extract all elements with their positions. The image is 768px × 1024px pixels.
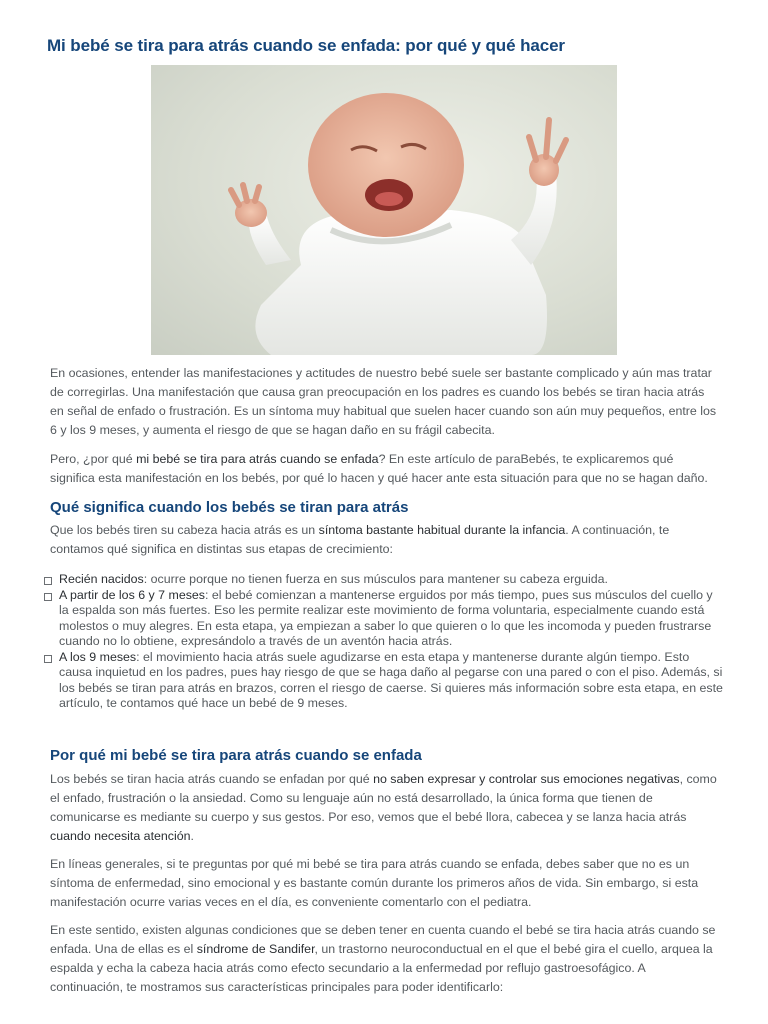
general-paragraph: En líneas generales, si te preguntas por qué mi bebé se tira para atrás cuando se enfada, debes saber que no es un síntoma de enfermedad, sino emocional y es bastante común durante los primeros años de vida. Sin embargo, si esta manifestación ocurre varias veces en el día, es conveniente comentarlo con el pediatra. [50,857,699,909]
section-heading-meaning: Qué significa cuando los bebés se tiran para atrás [50,499,409,516]
meaning-paragraph: Que los bebés tiren su cabeza hacia atrás es un síntoma bastante habitual durante la infancia. A continuación, te contamos qué significa en distintas sus etapas de crecimiento: [50,523,670,556]
list-item: A partir de los 6 y 7 meses: el bebé comienzan a mantenerse erguidos por más tiempo, pues sus músculos del cuello y la espalda son más fuertes. Eso les permite realizar este movimiento de forma voluntaria, especialmente cuando está molestos o muy alegres. En esta etapa, ya empiezan a saber lo que quieren o lo que les incomoda y pueden frustrarse cuando no lo obtiene, expresándolo a través de un aventón hacia atrás. [43,588,723,650]
intro-paragraph: En ocasiones, entender las manifestaciones y actitudes de nuestro bebé suele ser bastante complicado y aún mas tratar de corregirlas. Una manifestación que causa gran preocupación en los padres es cuando los bebés se tiran hacia atrás en señal de enfado o frustración. Es un síntoma muy habitual que suelen hacer cuando son aún muy pequeños, entre los 6 y los 9 meses, y aumenta el riesgo de que se hagan daño en su frágil cabecita. [50,366,717,437]
why-paragraph: Los bebés se tiran hacia atrás cuando se enfadan por qué no saben expresar y controlar sus emociones negativas, como el enfado, frustración o la ansiedad. Como su lenguaje aún no está desarrollado, la única forma que tienen de comunicarse es mediante su cuerpo y sus gestos. Por eso, vemos que el bebé llora, cabecea y se lanza hacia atrás cuando necesita atención. [50,772,717,843]
highlight-text: cuando necesita atención [50,829,191,843]
list-item: A los 9 meses: el movimiento hacia atrás suele agudizarse en esta etapa y mantenerse durante algún tiempo. Esto causa inquietud en los padres, pues hay riesgo de que se haga daño al pegarse con una pared o con el piso. Además, si los bebés se tiran para atrás en brazos, corren el riesgo de caerse. Si quieres más información sobre esta etapa, en este artículo, te contamos qué hace un bebé de 9 meses. [43,650,723,712]
stages-list [43,572,723,712]
checkbox-bullet-icon [44,655,52,663]
sandifer-link[interactable]: síndrome de Sandifer [196,942,315,956]
highlight-text: síntoma bastante habitual durante la infancia [318,523,566,537]
question-paragraph: Pero, ¿por qué mi bebé se tira para atrás cuando se enfada? En este artículo de paraBebés, te explicaremos qué significa esta manifestación en los bebés, por qué lo hacen y qué hacer ante esta situación para que no se hagan daño. [50,452,708,485]
article-title: Mi bebé se tira para atrás cuando se enfada: por qué y qué hacer [47,36,565,55]
sandifer-paragraph: En este sentido, existen algunas condiciones que se deben tener en cuenta cuando el bebé se tira hacia atrás cuando se enfada. Una de ellas es el síndrome de Sandifer, un trastorno neuroconductual en el que el bebé gira el cuello, arquea la espalda y echa la cabeza hacia atrás como efecto secundario a la enfermedad por reflujo gastroesofágico. A continuación, te mostramos sus características principales para poder identificarlo: [50,923,716,994]
list-item: Recién nacidos: ocurre porque no tienen fuerza en sus músculos para mantener su cabeza erguida. [43,572,723,588]
checkbox-bullet-icon [44,577,52,585]
baby-photo [151,65,617,355]
highlight-text: mi bebé se tira para atrás cuando se enfada [136,452,379,466]
highlight-text: no saben expresar y controlar sus emociones negativas [373,772,680,786]
section-heading-why: Por qué mi bebé se tira para atrás cuando se enfada [50,747,422,764]
checkbox-bullet-icon [44,593,52,601]
